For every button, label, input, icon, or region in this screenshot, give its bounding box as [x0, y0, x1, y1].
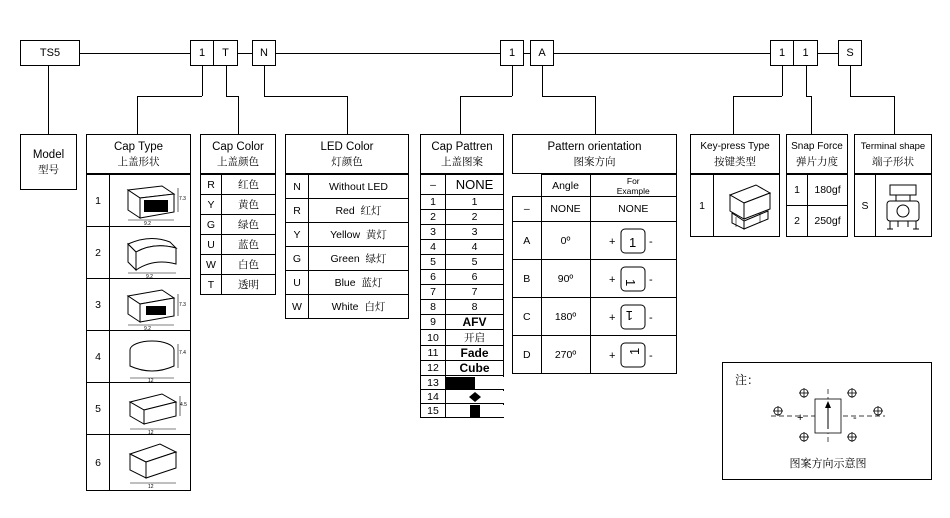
- svg-text:9.2: 9.2: [146, 273, 153, 278]
- pattern-code[interactable]: 8: [421, 300, 446, 315]
- column-cap-pattern-rows: [420, 174, 504, 418]
- cap-color-name: 黄色: [222, 195, 276, 215]
- pattern-value: 4: [446, 240, 504, 255]
- cap-color-code[interactable]: G: [201, 215, 222, 235]
- connector-line: [226, 66, 227, 96]
- svg-text:1: 1: [625, 307, 633, 323]
- led-color-code[interactable]: N: [286, 175, 309, 199]
- orientation-example: NONE: [590, 197, 677, 222]
- column-cap-color-rows: [200, 174, 276, 295]
- pattern-swatch-half: [446, 376, 504, 390]
- svg-text:4.5: 4.5: [180, 401, 187, 408]
- column-pattern-orientation-header: [512, 134, 677, 174]
- pattern-value: Cube: [446, 361, 504, 376]
- cap-color-code[interactable]: R: [201, 175, 222, 195]
- orientation-header-blank: [513, 175, 542, 197]
- connector-line: [806, 66, 807, 96]
- svg-text:-: -: [853, 412, 857, 424]
- column-title-cn: 弹片力度: [796, 155, 838, 168]
- terminal-shape-icon: [876, 177, 930, 235]
- key-press-shape-icon: [714, 177, 778, 235]
- pattern-value: 3: [446, 225, 504, 240]
- connector-line: [137, 96, 202, 97]
- cap-type-code[interactable]: 6: [87, 435, 110, 491]
- orientation-example-c: [590, 298, 677, 336]
- connector-line: [818, 53, 838, 54]
- cap-type-image-2: [110, 227, 191, 279]
- pattern-code[interactable]: 15: [421, 404, 446, 418]
- column-title-cn: 上盖形状: [117, 155, 160, 168]
- cap-type-code[interactable]: 3: [87, 279, 110, 331]
- connector-line: [850, 96, 894, 97]
- column-terminal-shape-header: [854, 134, 932, 174]
- column-title-cn: 上盖图案: [441, 155, 483, 168]
- pattern-value: 7: [446, 285, 504, 300]
- pattern-code[interactable]: 7: [421, 285, 446, 300]
- snap-force-code[interactable]: 2: [787, 206, 808, 237]
- cap-type-image-5: [110, 383, 191, 435]
- terminal-shape-image: [876, 175, 932, 237]
- cap-type-code[interactable]: 1: [87, 175, 110, 227]
- connector-line: [595, 96, 596, 134]
- svg-text:+: +: [608, 235, 615, 248]
- column-cap-type-rows: [86, 174, 191, 490]
- code-box-snap-force[interactable]: [794, 40, 818, 66]
- column-title-en: Terminal shape: [860, 140, 926, 152]
- connector-line: [226, 96, 238, 97]
- column-title-en: Model: [32, 148, 65, 161]
- orientation-example-b: [590, 260, 677, 298]
- column-title-en: LED Color: [320, 140, 374, 153]
- cap-color-name: 白色: [222, 255, 276, 275]
- key-press-image: [714, 175, 780, 237]
- snap-force-value: 180gf: [808, 175, 848, 206]
- orientation-example-a: [590, 222, 677, 260]
- orientation-angle: 0º: [541, 222, 590, 260]
- terminal-shape-code[interactable]: S: [855, 175, 876, 237]
- code-box-key-press[interactable]: [770, 40, 794, 66]
- note-diagram: [753, 385, 903, 447]
- led-color-name: [309, 247, 409, 271]
- orientation-header-example: For Example: [590, 175, 677, 197]
- note-box: [722, 362, 932, 480]
- cap-shape-2-icon: [110, 228, 188, 278]
- led-color-name: [309, 295, 409, 319]
- pattern-value: 2: [446, 210, 504, 225]
- cap-type-code[interactable]: 5: [87, 383, 110, 435]
- cap-type-image-6: [110, 435, 191, 491]
- connector-line: [542, 96, 595, 97]
- pattern-code[interactable]: 10: [421, 330, 446, 346]
- pattern-orientation-diagram-icon: [753, 385, 903, 447]
- led-color-cn: 蓝灯: [361, 277, 383, 289]
- pattern-value: 开启: [446, 330, 504, 346]
- svg-text:-: -: [648, 273, 653, 286]
- pattern-code[interactable]: 1: [421, 195, 446, 210]
- cap-shape-5-icon: [110, 384, 188, 434]
- led-color-cn: 黄灯: [365, 229, 387, 241]
- led-color-cn: 绿灯: [365, 253, 387, 265]
- led-color-name: [309, 223, 409, 247]
- orientation-header-angle: Angle: [541, 175, 590, 197]
- led-color-code[interactable]: R: [286, 199, 309, 223]
- pattern-code[interactable]: 2: [421, 210, 446, 225]
- pattern-code[interactable]: 9: [421, 315, 446, 330]
- pattern-value: 8: [446, 300, 504, 315]
- orientation-code[interactable]: B: [513, 260, 542, 298]
- connector-line: [733, 96, 734, 134]
- svg-text:+: +: [608, 349, 615, 362]
- svg-text:12: 12: [148, 377, 154, 382]
- led-color-name: [309, 271, 409, 295]
- led-color-en: Without LED: [329, 180, 388, 193]
- column-snap-force-rows: [786, 174, 848, 237]
- connector-line: [264, 96, 347, 97]
- connector-line: [347, 96, 348, 134]
- pattern-code[interactable]: 6: [421, 270, 446, 285]
- column-title-cn: 灯颜色: [331, 155, 363, 168]
- pattern-swatch-bar: [446, 404, 504, 418]
- note-label: 注：: [735, 373, 760, 387]
- column-title-en: Cap Color: [212, 140, 264, 153]
- pattern-code[interactable]: 13: [421, 376, 446, 390]
- svg-text:1: 1: [628, 234, 636, 250]
- pattern-code[interactable]: 11: [421, 346, 446, 361]
- code-box-pattern-orientation[interactable]: [530, 40, 554, 66]
- cap-shape-4-icon: [110, 332, 188, 382]
- column-pattern-orientation-rows: [512, 174, 677, 374]
- connector-line: [238, 53, 252, 54]
- cap-shape-6-icon: [110, 436, 188, 490]
- column-key-press-rows: [690, 174, 780, 237]
- cap-color-code[interactable]: W: [201, 255, 222, 275]
- led-color-en: White: [331, 301, 359, 313]
- connector-line: [276, 53, 500, 54]
- code-box-led-color[interactable]: [252, 40, 276, 66]
- column-title-en: Key-press Type: [700, 140, 770, 152]
- orientation-angle: 180º: [541, 298, 590, 336]
- cap-color-name: 绿色: [222, 215, 276, 235]
- orientation-left-icon: [591, 262, 677, 296]
- note-caption: 图案方向示意图: [789, 458, 867, 470]
- code-box-cap-type[interactable]: [190, 40, 214, 66]
- column-title-en: Cap Type: [113, 140, 163, 153]
- connector-line: [542, 66, 543, 96]
- led-color-name: [309, 175, 409, 199]
- svg-text:+: +: [797, 412, 804, 424]
- pattern-value: Fade: [446, 346, 504, 361]
- connector-line: [554, 53, 770, 54]
- orientation-down-icon: [591, 300, 677, 334]
- led-color-name: [309, 199, 409, 223]
- pattern-code[interactable]: 5: [421, 255, 446, 270]
- code-box-cap-pattern[interactable]: [500, 40, 524, 66]
- pattern-code[interactable]: 14: [421, 390, 446, 404]
- orientation-code[interactable]: –: [513, 197, 542, 222]
- orientation-example-d: [590, 336, 677, 374]
- connector-line: [524, 53, 530, 54]
- pattern-code[interactable]: 12: [421, 361, 446, 376]
- led-color-code[interactable]: W: [286, 295, 309, 319]
- cap-type-code[interactable]: 4: [87, 331, 110, 383]
- svg-text:12: 12: [148, 429, 154, 434]
- led-color-en: Blue: [334, 277, 356, 289]
- key-press-code[interactable]: 1: [691, 175, 714, 237]
- pattern-code[interactable]: 3: [421, 225, 446, 240]
- pattern-swatch-diamond: [446, 390, 504, 404]
- connector-line: [264, 66, 265, 96]
- svg-text:-: -: [648, 311, 653, 324]
- swatch-bar-icon: [446, 405, 504, 417]
- led-color-cn: 红灯: [360, 205, 382, 217]
- code-box-cap-color[interactable]: [214, 40, 238, 66]
- orientation-code[interactable]: A: [513, 222, 542, 260]
- svg-text:7.4: 7.4: [179, 349, 186, 356]
- pattern-value: AFV: [446, 315, 504, 330]
- column-title-cn: 图案方向: [573, 155, 616, 168]
- column-snap-force-header: [786, 134, 848, 174]
- pattern-value: 6: [446, 270, 504, 285]
- connector-line: [202, 66, 203, 96]
- connector-line: [512, 66, 513, 96]
- orientation-angle: 90º: [541, 260, 590, 298]
- svg-text:-: -: [648, 349, 653, 362]
- column-model: [20, 134, 77, 190]
- connector-line: [894, 96, 895, 134]
- connector-line: [460, 96, 512, 97]
- cap-type-code[interactable]: 2: [87, 227, 110, 279]
- orientation-code[interactable]: D: [513, 336, 542, 374]
- column-led-color-rows: [285, 174, 409, 319]
- connector-line: [80, 53, 190, 54]
- led-color-cn: 白灯: [364, 301, 386, 313]
- connector-line: [460, 96, 461, 134]
- cap-color-name: 红色: [222, 175, 276, 195]
- cap-type-image-3: [110, 279, 191, 331]
- led-color-en: Red: [335, 205, 355, 217]
- orientation-up-icon: [591, 224, 677, 258]
- orientation-right-icon: [591, 338, 677, 372]
- cap-color-code[interactable]: U: [201, 235, 222, 255]
- snap-force-code[interactable]: 1: [787, 175, 808, 206]
- connector-line: [811, 96, 812, 134]
- cap-shape-3-icon: [110, 280, 188, 330]
- column-title-en: Pattern orientation: [547, 140, 642, 153]
- svg-text:7.3: 7.3: [179, 301, 186, 308]
- orientation-angle: NONE: [541, 197, 590, 222]
- column-cap-pattern-header: [420, 134, 504, 174]
- orientation-code[interactable]: C: [513, 298, 542, 336]
- column-title-en: Cap Pattren: [431, 140, 493, 153]
- code-box-model[interactable]: [20, 40, 80, 66]
- led-color-code[interactable]: G: [286, 247, 309, 271]
- code-label: 1: [778, 47, 786, 59]
- led-color-code[interactable]: U: [286, 271, 309, 295]
- code-label: N: [260, 47, 268, 59]
- led-color-code[interactable]: Y: [286, 223, 309, 247]
- column-title-cn: 上盖颜色: [217, 155, 259, 168]
- column-cap-color-header: [200, 134, 276, 174]
- code-label: S: [846, 47, 854, 59]
- svg-text:1: 1: [622, 278, 638, 286]
- swatch-half-icon: [446, 377, 504, 389]
- code-label: A: [538, 47, 546, 59]
- column-title-cn: 端子形状: [872, 155, 914, 168]
- column-terminal-shape-rows: [854, 174, 932, 237]
- cap-type-image-1: [110, 175, 191, 227]
- code-label: 1: [802, 47, 809, 59]
- led-color-en: Green: [330, 253, 360, 265]
- connector-line: [733, 96, 782, 97]
- pattern-code[interactable]: 4: [421, 240, 446, 255]
- pattern-value: 5: [446, 255, 504, 270]
- svg-text:7.3: 7.3: [179, 195, 186, 202]
- svg-text:1: 1: [626, 347, 642, 355]
- code-box-terminal-shape[interactable]: [838, 40, 862, 66]
- svg-text:12: 12: [148, 483, 154, 490]
- cap-color-name: 透明: [222, 275, 276, 295]
- svg-text:-: -: [648, 235, 653, 248]
- column-title-cn: 按键类型: [714, 155, 756, 168]
- column-title-cn: 型号: [38, 163, 59, 176]
- pattern-value: NONE: [446, 175, 504, 195]
- svg-text:9.2: 9.2: [144, 220, 151, 226]
- code-label: TS5: [39, 47, 61, 59]
- column-led-color-header: [285, 134, 409, 174]
- code-label: T: [222, 47, 229, 59]
- code-label: 1: [508, 47, 516, 59]
- connector-line: [782, 66, 783, 96]
- pattern-code[interactable]: –: [421, 175, 446, 195]
- column-key-press-header: [690, 134, 780, 174]
- connector-line: [137, 96, 138, 134]
- code-label: 1: [198, 47, 206, 59]
- cap-shape-1-icon: [110, 176, 188, 226]
- cap-type-image-4: [110, 331, 191, 383]
- column-cap-type-header: [86, 134, 191, 174]
- cap-color-code[interactable]: T: [201, 275, 222, 295]
- led-color-en: Yellow: [330, 229, 361, 241]
- svg-text:+: +: [608, 311, 615, 324]
- orientation-angle: 270º: [541, 336, 590, 374]
- connector-line: [850, 66, 851, 96]
- connector-line: [48, 66, 49, 134]
- connector-line: [238, 96, 239, 134]
- cap-color-name: 蓝色: [222, 235, 276, 255]
- svg-text:+: +: [608, 273, 615, 286]
- column-title-en: Snap Force: [791, 140, 843, 152]
- pattern-value: 1: [446, 195, 504, 210]
- cap-color-code[interactable]: Y: [201, 195, 222, 215]
- svg-text:9.2: 9.2: [144, 325, 151, 330]
- snap-force-value: 250gf: [808, 206, 848, 237]
- swatch-diamond-icon: [446, 391, 504, 403]
